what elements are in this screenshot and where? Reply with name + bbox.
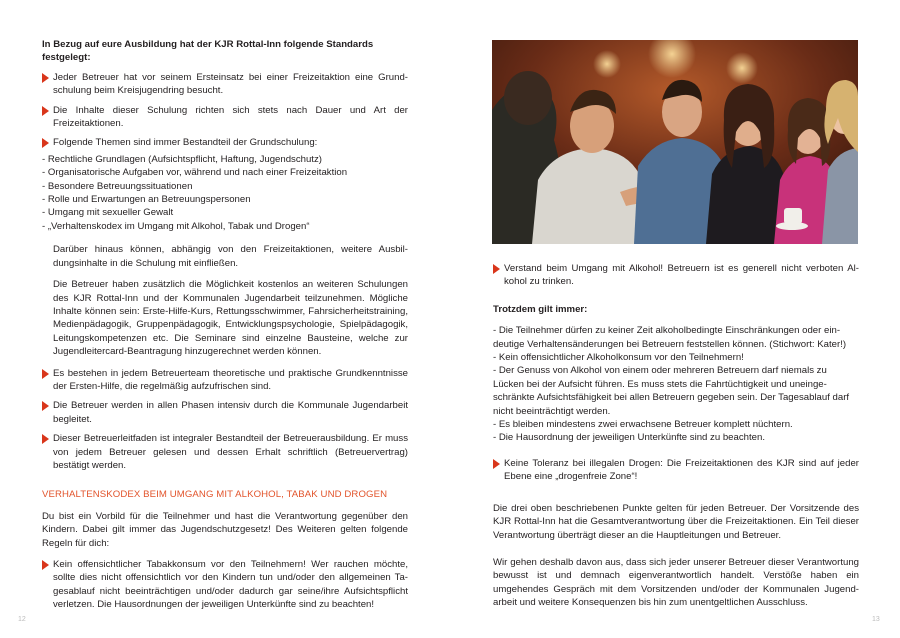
- left-page-text: [42, 38, 408, 618]
- list-item: - Umgang mit sexueller Gewalt: [42, 207, 174, 219]
- topics-list: [42, 153, 408, 233]
- consequences-paragraph: Wir gehen deshalb davon aus, dass sich jeder unserer Betreuer dieser Verantwortung bewusst ist und demnach eigenverantwortlich handelt. Verstöße haben ein umgehendes Gespräch mit dem Vorsitzenden und/oder der Kommunalen Jugendarbeit und weitere Konsequenzen bis hin zum unentgeltlichen Ausschluss.: [493, 556, 859, 609]
- alcohol-rules-list: [493, 324, 859, 445]
- bullet-alcohol-sense: Verstand beim Umgang mit Alkohol! Betreuern ist es generell nicht verboten Alkohol zu trinken.: [493, 262, 859, 289]
- arrow-bullet-icon: [42, 73, 49, 83]
- arrow-bullet-icon: [42, 401, 49, 411]
- page-number-right: 13: [872, 616, 880, 623]
- list-item: - Besondere Betreuungssituationen: [42, 180, 193, 192]
- list-item: - Rolle und Erwartungen an Betreuungspersonen: [42, 194, 251, 206]
- bullet-tobacco: Kein offensichtlicher Tabakkonsum vor den Teilnehmern! Wer rauchen möchte, sollte dies nicht offensichtlich vor den Kindern tun und/oder den allgemeinen Tagesablauf nicht beeinträchtigen und/oder dadurch gar seine/ihre Aufsichtspflicht verletzen. Die Hausordnungen der jeweiligen Unterkünfte sind zu beachten!: [42, 558, 408, 612]
- arrow-bullet-icon: [42, 138, 49, 148]
- bullet-topics-intro: Folgende Themen sind immer Bestandteil der Grundschulung:: [42, 136, 408, 149]
- section-title-code-of-conduct: VERHALTENSKODEX BEIM UMGANG MIT ALKOHOL, TABAK UND DROGEN: [42, 489, 388, 501]
- arrow-bullet-icon: [42, 369, 49, 379]
- further-seminars-paragraph: Die Betreuer haben zusätzlich die Möglichkeit kostenlos an weiteren Schulungen des KJR Rottal-Inn und der Kommunalen Jugendarbeit teilzunehmen. Mögliche Inhalte können sein: Erste-Hilfe-Kurs, Rettungsschwimmer, Fahrsicherheitstraining, Medienpädagogik, Gruppenpädagogik, Entwicklungspsychologie, Spielpädagogik, Leitungskompetenzen etc. Die Seminare sind einzelne Bausteine, welche zur Jugendleitercard-Beantragung hinzugerechnet werden können.: [53, 279, 408, 358]
- page-number-left: 12: [18, 616, 26, 623]
- bullet-training-content: Die Inhalte dieser Schulung richten sich stets nach Dauer und Art der Freizeitaktionen.: [42, 104, 408, 131]
- right-page-text: [493, 262, 859, 618]
- list-item: - Die Hausordnung der jeweiligen Unterkünfte sind zu beachten.: [493, 432, 765, 444]
- list-item: - „Verhaltenskodex im Umgang mit Alkohol, Tabak und Drogen“: [42, 220, 310, 232]
- bullet-first-aid: Es bestehen in jedem Betreuerteam theoretische und praktische Grundkenntnisse der Ersten-Hilfe, die regelmäßig aufzufrischen sind.: [42, 367, 408, 394]
- list-item: - Es bleiben mindestens zwei erwachsene Betreuer komplett nüchtern.: [493, 419, 793, 431]
- bullet-support: Die Betreuer werden in allen Phasen intensiv durch die Kommunale Jugendarbeit begleitet.: [42, 399, 408, 426]
- additional-content-paragraph: Darüber hinaus können, abhängig von den Freizeitaktionen, weitere Ausbildungsinhalte in die Schulung mit einfließen.: [53, 244, 408, 269]
- arrow-bullet-icon: [493, 459, 500, 469]
- list-item: - Rechtliche Grundlagen (Aufsichtspflicht, Haftung, Jugendschutz): [42, 153, 322, 165]
- arrow-bullet-icon: [493, 264, 500, 274]
- role-model-paragraph: Du bist ein Vorbild für die Teilnehmer und hast die Verantwortung gegenüber den Kindern. Dabei gilt immer das Jugendschutzgesetz! Des Weiteren gelten folgende Regeln für dich:: [42, 510, 408, 549]
- always-applies-heading: Trotzdem gilt immer:: [493, 303, 588, 315]
- arrow-bullet-icon: [42, 106, 49, 116]
- responsibility-paragraph: Die drei oben beschriebenen Punkte gelten für jeden Betreuer. Der Vorsitzende des KJR Rottal-Inn hat die Gesamtverantwortung über die Freizeitaktionen. Ein Teil dieser Verantwortung überträgt dieser an die Hauptleitungen und Betreuer.: [493, 502, 859, 541]
- bullet-basic-training: Jeder Betreuer hat vor seinem Ersteinsatz bei einer Freizeitaktion eine Grundschulung beim Kreisjugendring besucht.: [42, 71, 408, 98]
- list-item: - Die Teilnehmer dürfen zu keiner Zeit alkoholbedingte Einschränkungen oder eindeutige Verhaltensänderungen bei Betreuern feststellen können. (Stichwort: Kater!): [493, 325, 847, 350]
- list-item: - Der Genuss von Alkohol von einem oder mehreren Betreuern darf niemals zu Lücken bei der Aufsicht führen. Es muss stets die Fahrtüchtigkeit und uneingeschränkte Aufsichtsfähigkeit bei allen Betreuern gegeben sein. Der Tagesablauf darf nicht beeinträchtigt werden.: [493, 365, 850, 417]
- list-item: - Organisatorische Aufgaben vor, während und nach einer Freizeitaktion: [42, 167, 348, 179]
- list-item: - Kein offensichtlicher Alkoholkonsum vor den Teilnehmern!: [493, 352, 744, 364]
- arrow-bullet-icon: [42, 560, 49, 570]
- group-of-friends-photo: [492, 40, 858, 244]
- bullet-guideline: Dieser Betreuerleitfaden ist integraler Bestandteil der Betreuerausbildung. Er muss von jedem Betreuer gelesen und dessen Erhalt schriftlich (Betreuervertrag) bestätigt werden.: [42, 432, 408, 472]
- arrow-bullet-icon: [42, 434, 49, 444]
- standards-heading: In Bezug auf eure Ausbildung hat der KJR Rottal-Inn folgende Standards festgelegt:: [42, 39, 374, 64]
- bullet-no-drugs: Keine Toleranz bei illegalen Drogen: Die Freizeitaktionen des KJR sind auf jeder Ebene eine „drogenfreie Zone“!: [493, 457, 859, 484]
